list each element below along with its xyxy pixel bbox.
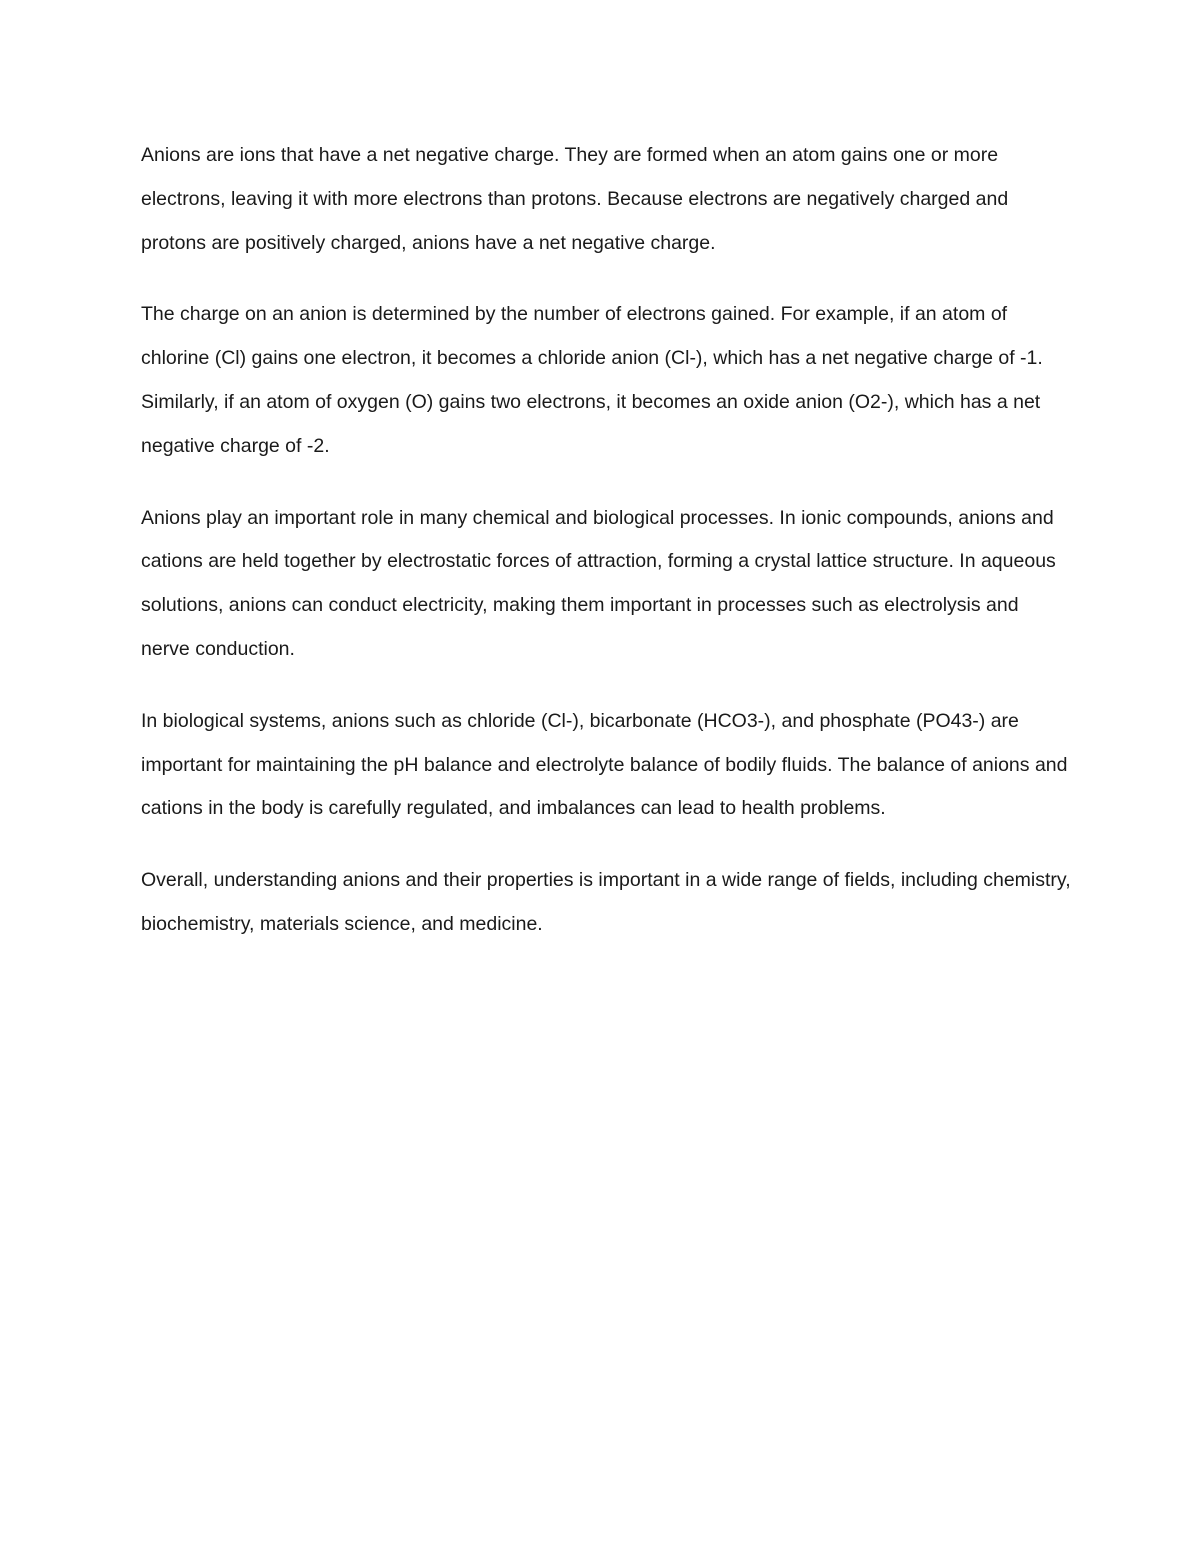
paragraph-anion-role: Anions play an important role in many chemical and biological processes. In ionic compounds, anions and cations are held together by electrostatic forces of attraction, forming a crystal lattice structure. In aqueous solutions, anions can conduct electricity, making them important in processes such as electrolysis and nerve conduction. (141, 506, 1056, 660)
paragraph-biological-systems: In biological systems, anions such as chloride (Cl-), bicarbonate (HCO3-), and phosphate (PO43-) are important for maintaining the pH balance and electrolyte balance of bodily fluids. The balance of anions and cations in the body is carefully regulated, and imbalances can lead to health problems. (141, 709, 1068, 820)
paragraph-anion-charge: The charge on an anion is determined by the number of electrons gained. For example, if an atom of chlorine (Cl) gains one electron, it becomes a chloride anion (Cl-), which has a net negative charge of -1. Similarly, if an atom of oxygen (O) gains two electrons, it becomes an oxide anion (O2-), which has a net negative charge of -2. (141, 303, 1043, 457)
document-body (141, 134, 1071, 975)
paragraph-anion-definition: Anions are ions that have a net negative charge. They are formed when an atom gains one or more electrons, leaving it with more electrons than protons. Because electrons are negatively charged and protons are positively charged, anions have a net negative charge. (141, 144, 1009, 254)
paragraph-overall: Overall, understanding anions and their properties is important in a wide range of fields, including chemistry, biochemistry, materials science, and medicine. (141, 869, 1071, 935)
